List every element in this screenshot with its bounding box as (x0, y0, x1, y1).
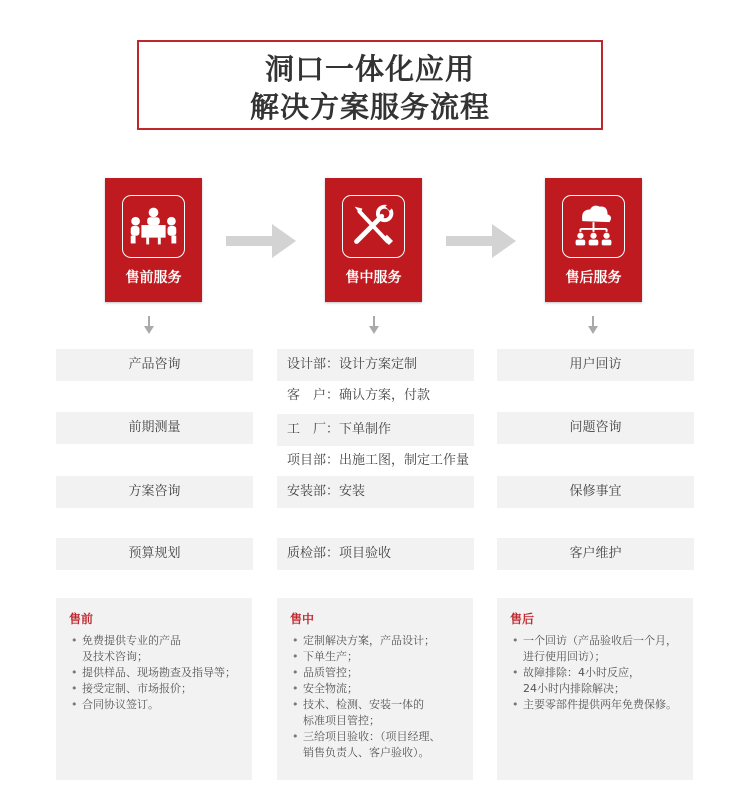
title-line-1: 洞口一体化应用 (264, 52, 475, 86)
aftersale-step: 用户回访 (497, 349, 694, 381)
panel-bullet (69, 697, 242, 713)
aftersale-panel (497, 598, 693, 780)
arrow-right-icon (226, 224, 296, 258)
panel-title: 售前 (69, 612, 94, 626)
panel-list (510, 633, 683, 713)
panel-bullet (69, 665, 242, 681)
bullet-line: • 定制解决方案，产品设计； (303, 634, 435, 647)
phase-label: 售前服务 (125, 270, 182, 286)
title-line-2: 解决方案服务流程 (249, 90, 490, 124)
bullet-line: • 故障排除：4小时反应， (523, 666, 640, 679)
midsale-step: 安装部：安装 (277, 476, 474, 508)
tools-icon (342, 195, 405, 258)
meeting-icon (122, 195, 185, 258)
midsale-panel (277, 598, 473, 780)
panel-bullet (510, 633, 683, 665)
phase-label: 售中服务 (345, 270, 402, 286)
title-box (137, 40, 603, 130)
presale-step: 预算规划 (56, 538, 253, 570)
phase-aftersale (545, 178, 642, 302)
midsale-step: 设计部：设计方案定制 (277, 349, 474, 381)
presale-step: 方案咨询 (56, 476, 253, 508)
presale-step: 产品咨询 (56, 349, 253, 381)
panel-bullet (290, 633, 463, 649)
panel-bullet (290, 649, 463, 665)
bullet-line: • 主要零部件提供两年免费保修。 (523, 698, 677, 711)
midsale-step: 工 厂：下单制作 (277, 414, 474, 446)
panel-bullet (290, 729, 463, 761)
phase-presale (105, 178, 202, 302)
panel-bullet (290, 681, 463, 697)
bullet-line: 24小时内排除解决； (523, 682, 625, 695)
phase-label: 售后服务 (565, 270, 622, 286)
bullet-line: • 三给项目验收：（项目经理、 (303, 730, 441, 743)
midsale-step: 质检部：项目验收 (277, 538, 474, 570)
bullet-line: • 免费提供专业的产品 (82, 634, 181, 647)
arrow-down-icon (588, 316, 598, 334)
bullet-line: • 合同协议签订。 (82, 698, 159, 711)
presale-step: 前期测量 (56, 412, 253, 444)
presale-panel (56, 598, 252, 780)
aftersale-step: 保修事宜 (497, 476, 694, 508)
bullet-line: 销售负责人、客户验收）。 (303, 746, 430, 759)
bullet-line: 标准项目管控； (303, 714, 380, 727)
bullet-line: 进行使用回访）； (523, 650, 606, 663)
panel-list (290, 633, 463, 761)
arrow-down-icon (369, 316, 379, 334)
bullet-line: • 提供样品、现场勘查及指导等； (82, 666, 236, 679)
bullet-line: • 品质管控； (303, 666, 358, 679)
aftersale-step: 问题咨询 (497, 412, 694, 444)
bullet-line: • 一个回访（产品验收后一个月， (523, 634, 677, 647)
panel-bullet (69, 633, 242, 665)
panel-bullet (510, 665, 683, 697)
aftersale-step: 客户维护 (497, 538, 694, 570)
arrow-down-icon (144, 316, 154, 334)
panel-title: 售中 (290, 612, 315, 626)
arrow-right-icon (446, 224, 516, 258)
bullet-line: • 安全物流； (303, 682, 358, 695)
service-network-icon (562, 195, 625, 258)
bullet-line: • 技术、检测、安装一体的 (303, 698, 424, 711)
panel-bullet (510, 697, 683, 713)
panel-title: 售后 (510, 612, 535, 626)
bullet-line: • 下单生产； (303, 650, 358, 663)
bullet-line: • 接受定制、市场报价； (82, 682, 192, 695)
panel-bullet (290, 665, 463, 681)
panel-list (69, 633, 242, 713)
phase-midsale (325, 178, 422, 302)
bullet-line: 及技术咨询； (82, 650, 148, 663)
midsale-step: 项目部：出施工图，制定工作量 (287, 453, 470, 468)
panel-bullet (290, 697, 463, 729)
panel-bullet (69, 681, 242, 697)
midsale-step: 客 户：确认方案，付款 (287, 388, 431, 403)
